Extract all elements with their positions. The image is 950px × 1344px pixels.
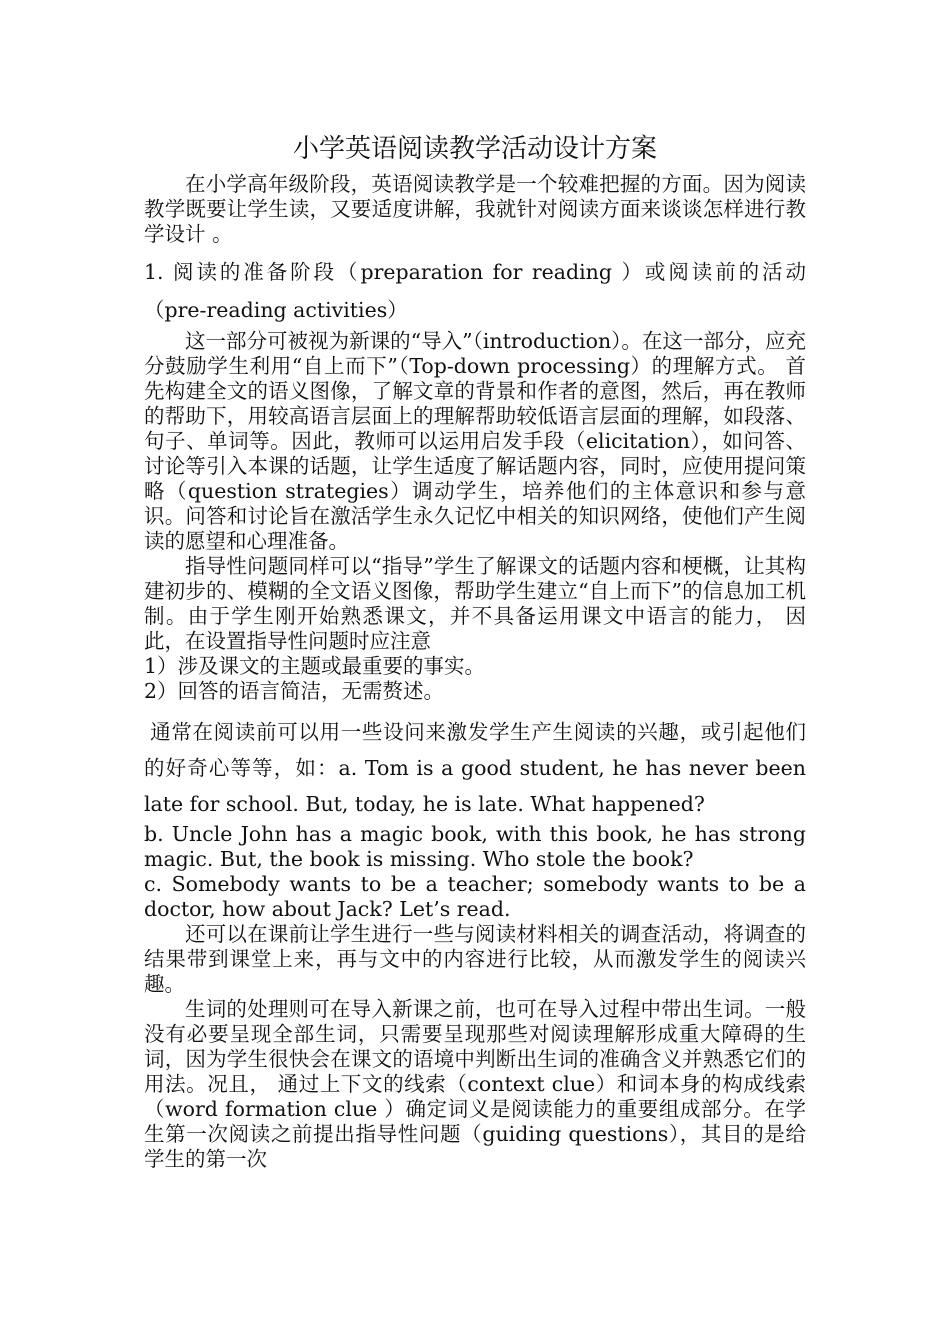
example-b: b. Uncle John has a magic book, with this book, he has strong magic. But, the book is missing. Who stole the book? [144,822,806,871]
document-page [144,128,806,1172]
vocabulary-paragraph: 生词的处理则可在导入新课之前，也可在导入过程中带出生词。一般没有必要呈现全部生词，只需要呈现那些对阅读理解形成重大障碍的生词，因为学生很快会在课文的语境中判断出生词的准确含义并熟悉它们的用法。况且， 通过上下文的线索（context clue）和词本身的构成线索（word formation clue ）确定词义是阅读能力的重要组成部分。在学生第一次阅读之前提出指导性问题（guiding questions），其目的是给学生的第一次 [144,997,806,1171]
intro-paragraph: 在小学高年级阶段，英语阅读教学是一个较难把握的方面。因为阅读教学既要让学生读，又要适度讲解，我就针对阅读方面来谈谈怎样进行教学设计 。 [144,172,806,246]
guiding-questions-paragraph: 指导性问题同样可以“指导”学生了解课文的话题内容和梗概，让其构建初步的、模糊的全文语义图像，帮助学生建立“自上而下”的信息加工机制。由于学生刚开始熟悉课文，并不具备运用课文中语言的能力， 因此，在设置指导性问题时应注意 [144,554,806,653]
survey-paragraph: 还可以在课前让学生进行一些与阅读材料相关的调查活动，将调查的结果带到课堂上来，再与文中的内容进行比较，从而激发学生的阅读兴趣。 [144,922,806,996]
questions-paragraph: 通常在阅读前可以用一些设问来激发学生产生阅读的兴趣，或引起他们的好奇心等等，如：a. Tom is a good student, he has never been late for school. But, today, he is late. What happened? [144,720,806,816]
introduction-paragraph: 这一部分可被视为新课的“导入”（introduction）。在这一部分，应充分鼓励学生利用“自上而下”（Top-down processing）的理解方式。 首先构建全文的语义图像，了解文章的背景和作者的意图，然后，再在教师的帮助下，用较高语言层面上的理解帮助较低语言层面的理解，如段落、句子、单词等。因此，教师可以运用启发手段（elicitation），如问答、讨论等引入本课的话题，让学生适度了解话题内容，同时，应使用提问策略（question strategies）调动学生，培养他们的主体意识和参与意识。问答和讨论旨在激活学生永久记忆中相关的知识网络，使他们产生阅读的愿望和心理准备。 [144,329,806,553]
example-c: c. Somebody wants to be a teacher; somebody wants to be a doctor, how about Jack? Let’s read. [144,872,806,921]
section-heading-1: 1. 阅读的准备阶段（preparation for reading ）或阅读前的活动（pre-reading activities） [144,260,806,322]
document-title: 小学英语阅读教学活动设计方案 [292,134,657,164]
list-item-1: 1）涉及课文的主题或最重要的事实。 [144,654,486,678]
list-item-2: 2）回答的语言简洁，无需赘述。 [144,679,445,703]
